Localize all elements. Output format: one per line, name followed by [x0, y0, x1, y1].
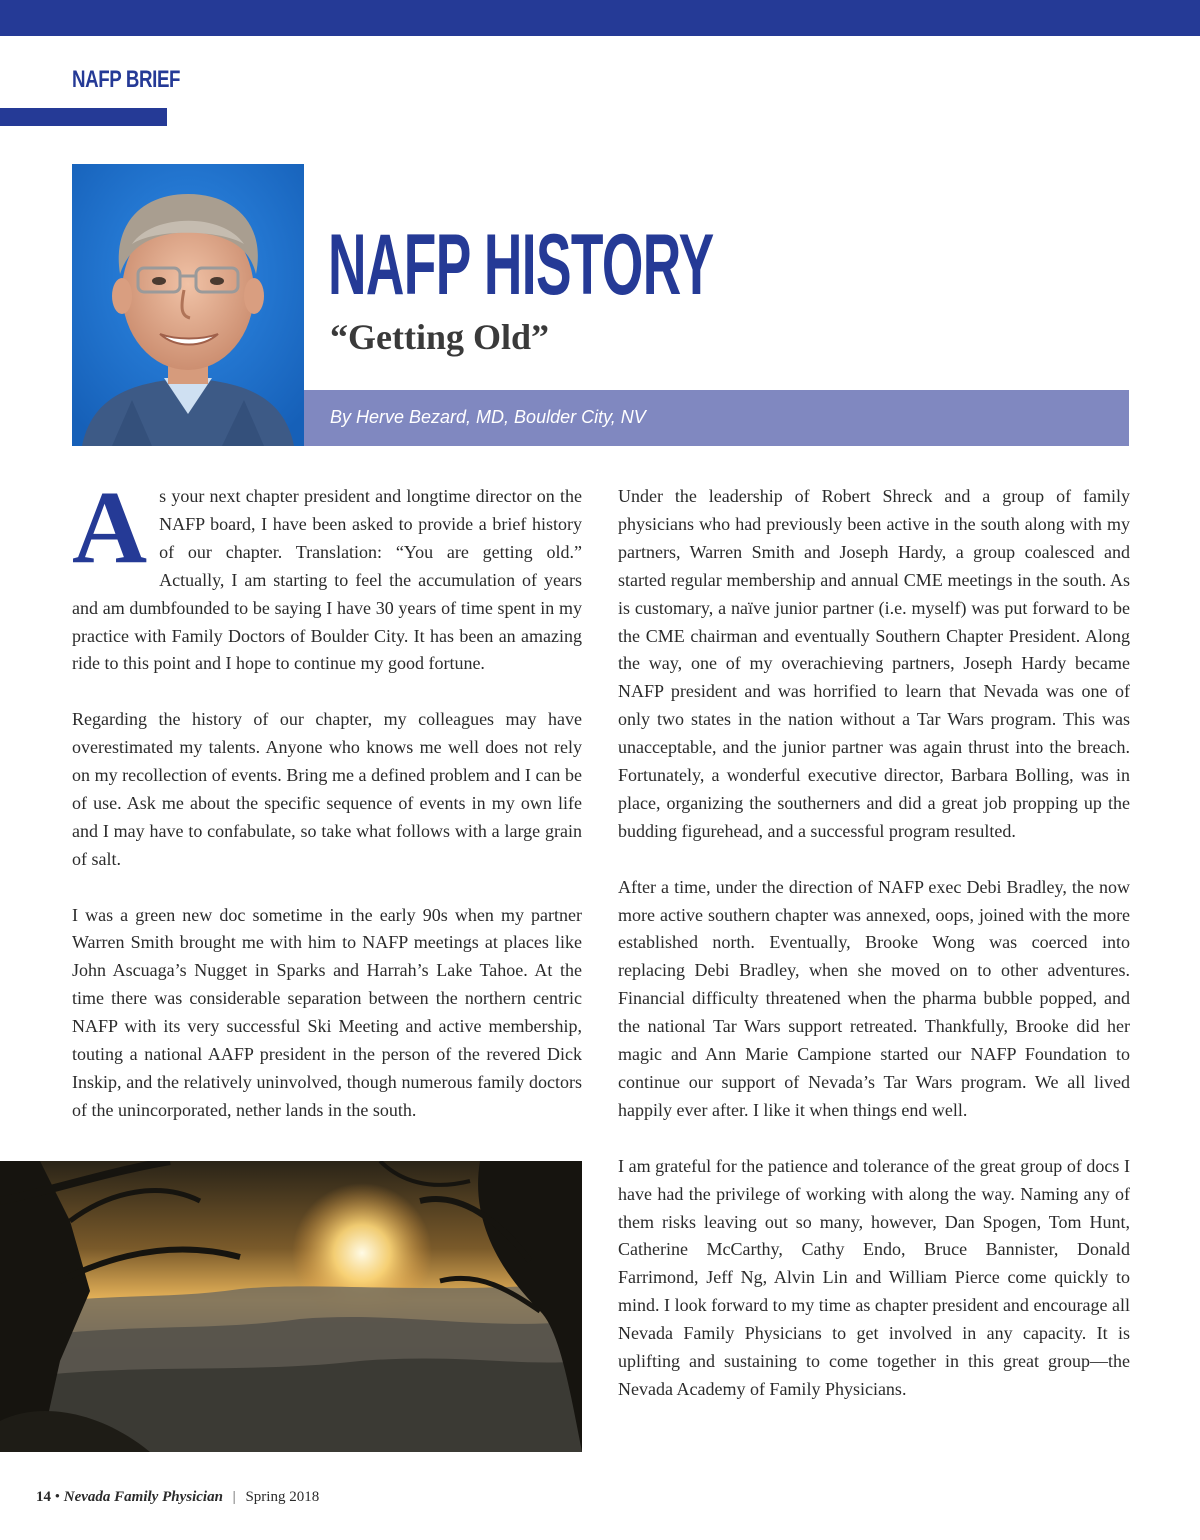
- section-rule: [0, 108, 167, 126]
- article-right-column: [618, 483, 1130, 1432]
- article-title: NAFP HISTORY: [328, 217, 714, 313]
- issue-date: Spring 2018: [245, 1489, 320, 1505]
- article-left-column: [72, 470, 582, 1153]
- top-banner-bar: [0, 0, 1200, 36]
- paragraph: Under the leadership of Robert Shreck and a group of family physicians who had previously been active in the south along with my partners, Warren Smith and Joseph Hardy, a group coalesced and started regular membership and annual CME meetings in the south. As is customary, a naïve junior partner (i.e. myself) was put forward to be the CME chairman and eventually Southern Chapter President. Along the way, one of my overachieving partners, Joseph Hardy became NAFP president and was horrified to learn that Nevada was one of only two states in the nation without a Tar Wars program. This was unacceptable, and the junior partner was again thrust into the breach. Fortunately, a wonderful executive director, Barbara Bolling, was in place, organizing the southerners and did a great job propping up the budding figurehead, and a successful program resulted.: [618, 486, 1130, 841]
- paragraph: I am grateful for the patience and tolerance of the great group of docs I have had the privilege of working with along the way. Naming any of them risks leaving out so many, however, Dan Spogen, Tom Hunt, Catherine McCarthy, Cathy Endo, Bruce Bannister, Donald Farrimond, Jeff Ng, Alvin Lin and William Pierce come quickly to mind. I look forward to my time as chapter president and encourage all Nevada Family Physicians to get involved in any capacity. It is uplifting and sustaining to come together in this great group—the Nevada Academy of Family Physicians.: [618, 1155, 1130, 1399]
- footer-separator: |: [232, 1489, 236, 1505]
- paragraph-text: s your next chapter president and longtime director on the NAFP board, I have been asked to provide a brief history of our chapter. Translation: “You are getting old.” Actually, I am starting to feel the accumulation of years and am dumbfounded to be saying I have 30 years of time spent in my practice with Family Doctors of Boulder City. It has been an amazing ride to this point and I hope to continue my good fortune.: [72, 486, 582, 674]
- article-subtitle: “Getting Old”: [330, 317, 550, 357]
- author-portrait: [72, 164, 304, 446]
- section-label: NAFP BRIEF: [72, 66, 181, 93]
- author-byline: By Herve Bezard, MD, Boulder City, NV: [330, 407, 646, 427]
- paragraph: [72, 470, 582, 678]
- page-footer: [36, 1489, 319, 1506]
- paragraph: After a time, under the direction of NAFP exec Debi Bradley, the now more active southern chapter was annexed, oops, joined with the more established north. Eventually, Brooke Wong was coerced into replacing Debi Bradley, when she moved on to other adventures. Financial difficulty threatened when the pharma bubble popped, and the national Tar Wars support retreated. Thankfully, Brooke did her magic and Ann Marie Campione started our NAFP Foundation to continue our support of Nevada’s Tar Wars program. We all lived happily ever after. I like it when things end well.: [618, 876, 1130, 1120]
- paragraph: I was a green new doc sometime in the early 90s when my partner Warren Smith brought me with him to NAFP meetings at places like John Ascuaga’s Nugget in Sparks and Harrah’s Lake Tahoe. At the time there was considerable separation between the northern centric NAFP with its very successful Ski Meeting and active membership, touting a national AAFP president in the person of the revered Dick Inskip, and the relatively uninvolved, though numerous family doctors of the unincorporated, nether lands in the south.: [72, 904, 582, 1120]
- page-number: 14: [36, 1489, 51, 1505]
- magazine-name: Nevada Family Physician: [63, 1489, 223, 1505]
- byline-bar: [304, 390, 1129, 446]
- sunset-landscape-photo: [0, 1161, 582, 1452]
- paragraph: Regarding the history of our chapter, my colleagues may have overestimated my talents. Anyone who knows me well does not rely on my recollection of events. Bring me a defined problem and I can be of use. Ask me about the specific sequence of events in my own life and I may have to confabulate, so take what follows with a large grain of salt.: [72, 709, 582, 869]
- drop-cap: A: [72, 470, 148, 585]
- footer-bullet: •: [54, 1489, 61, 1505]
